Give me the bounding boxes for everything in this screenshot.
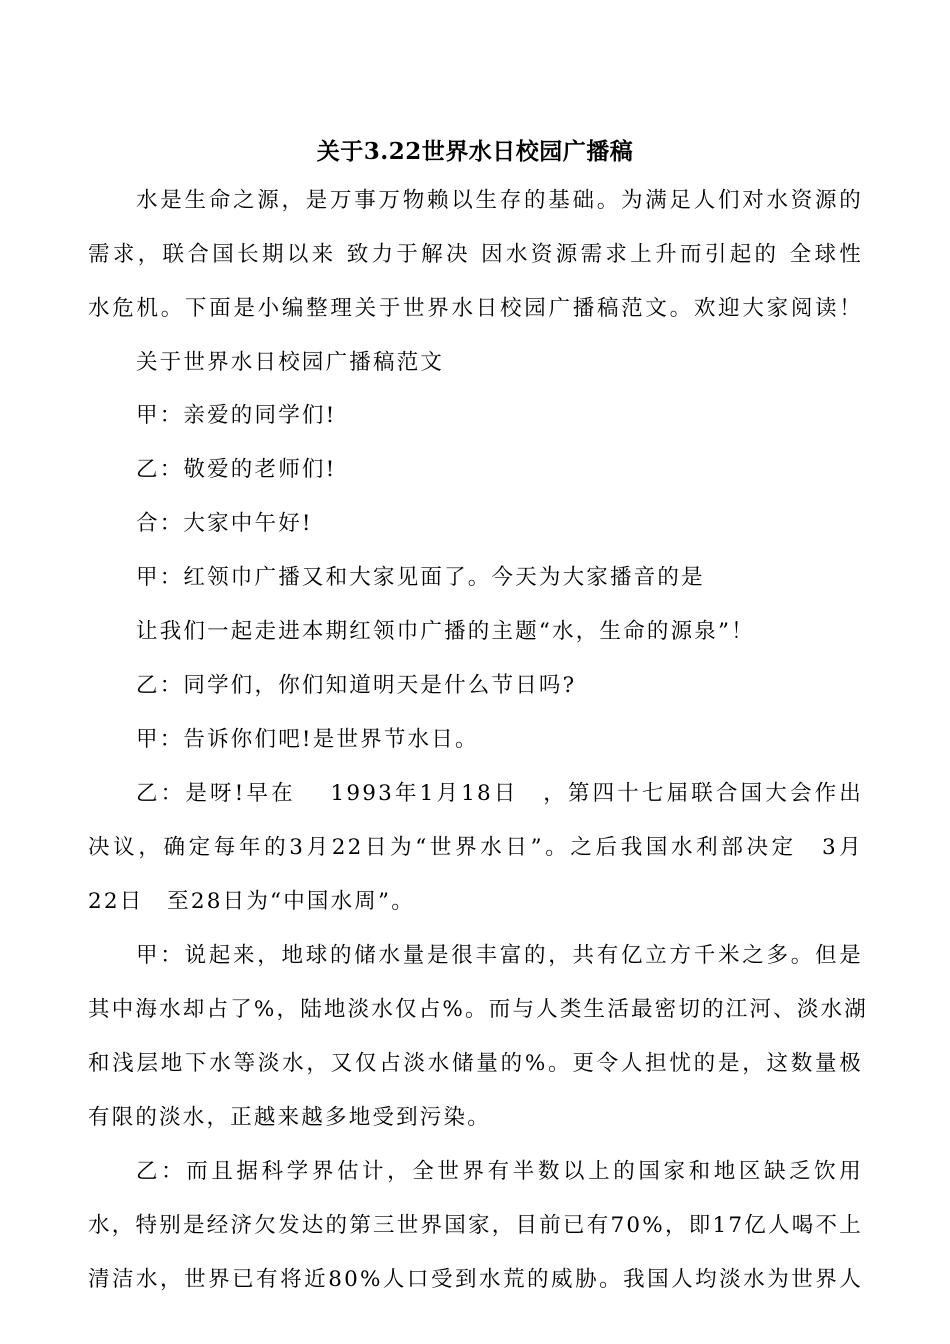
paragraph-line: 水，特别是经济欠发达的第三世界国家，目前已有70%，即17亿人喝不上: [88, 1213, 863, 1238]
paragraph-line: 水危机。下面是小编整理关于世界水日校园广播稿范文。欢迎大家阅读！: [88, 296, 863, 321]
paragraph-line: 乙：而且据科学界估计，全世界有半数以上的国家和地区缺乏饮用: [136, 1159, 863, 1184]
paragraph-line: 合：大家中午好!: [136, 511, 313, 536]
paragraph-line: 甲：告诉你们吧!是世界节水日。: [136, 727, 479, 752]
paragraph-line: 其中海水却占了%，陆地淡水仅占%。而与人类生活最密切的江河、淡水湖: [88, 997, 868, 1022]
paragraph-line: 甲：说起来，地球的储水量是很丰富的，共有亿立方千米之多。但是: [136, 943, 863, 968]
paragraph-line: 有限的淡水，正越来越多地受到污染。: [88, 1105, 491, 1130]
document-title: 关于3.22世界水日校园广播稿: [316, 138, 634, 165]
paragraph-line: 关于世界水日校园广播稿范文: [136, 350, 445, 375]
paragraph-line: 清洁水，世界已有将近80%人口受到水荒的威胁。我国人均淡水为世界人: [88, 1267, 863, 1292]
paragraph-line: 甲：红领巾广播又和大家见面了。今天为大家播音的是: [136, 565, 705, 590]
paragraph-line: 决议，确定每年的3月22日为“世界水日”。之后我国水利部决定 3月: [88, 835, 863, 860]
paragraph-line: 乙：是呀!早在 1993年1月18日 ，第四十七届联合国大会作出: [136, 781, 863, 806]
paragraph-line: 乙：同学们，你们知道明天是什么节日吗?: [136, 673, 577, 698]
paragraph-line: 水是生命之源，是万事万物赖以生存的基础。为满足人们对水资源的: [136, 188, 863, 213]
paragraph-line: 22日 至28日为“中国水周”。: [88, 889, 415, 914]
paragraph-line: 和浅层地下水等淡水，又仅占淡水储量的%。更令人担忧的是，这数量极: [88, 1051, 863, 1076]
paragraph-line: 需求，联合国长期以来 致力于解决 因水资源需求上升而引起的 全球性: [88, 242, 863, 267]
paragraph-line: 甲：亲爱的同学们!: [136, 403, 337, 428]
paragraph-line: 让我们一起走进本期红领巾广播的主题“水，生命的源泉”！: [136, 619, 755, 644]
paragraph-line: 乙：敬爱的老师们!: [136, 457, 337, 482]
